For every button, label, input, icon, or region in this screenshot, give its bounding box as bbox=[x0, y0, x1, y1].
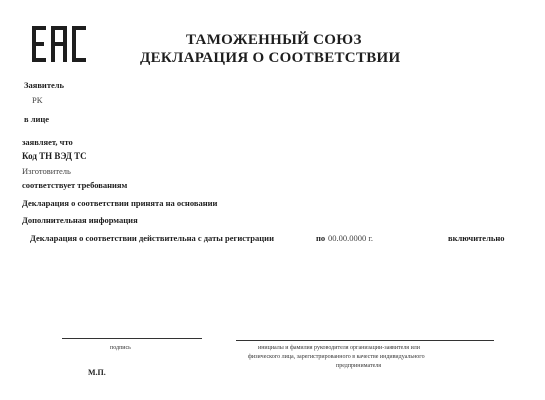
applicant-label: Заявитель bbox=[24, 80, 65, 90]
name-caption-line2: физического лица, зарегистрированного в качестве индивидуального bbox=[248, 354, 425, 360]
name-line bbox=[236, 340, 494, 341]
validity-label: Декларация о соответствии действительна с даты регистрации bbox=[30, 233, 274, 243]
validity-date: 00.00.0000 г. bbox=[328, 233, 374, 243]
validity-to-label: по bbox=[316, 233, 326, 243]
signature-line bbox=[62, 338, 202, 339]
stamp-place-label: М.П. bbox=[88, 368, 106, 377]
manufacturer-label: Изготовитель bbox=[22, 166, 71, 176]
tn-ved-code-label: Код ТН ВЭД ТС bbox=[22, 151, 87, 161]
name-caption-line3: предпринимателя bbox=[336, 363, 381, 369]
name-caption-line1: инициалы и фамилия руководителя организации-заявителя или bbox=[258, 345, 420, 351]
declares-that-label: заявляет, что bbox=[22, 137, 73, 147]
applicant-value: РК bbox=[32, 95, 43, 105]
represented-by-label: в лице bbox=[24, 114, 50, 124]
eac-logo bbox=[30, 24, 88, 64]
validity-inclusive-label: включительно bbox=[448, 233, 505, 243]
document-title-line1: ТАМОЖЕННЫЙ СОЮЗ bbox=[186, 32, 362, 48]
signature-caption: подпись bbox=[110, 345, 131, 351]
document-title-line2: ДЕКЛАРАЦИЯ О СООТВЕТСТВИИ bbox=[140, 50, 401, 66]
additional-info-label: Дополнительная информация bbox=[22, 215, 138, 225]
declaration-basis-label: Декларация о соответствии принята на основании bbox=[22, 198, 218, 208]
complies-with-label: соответствует требованиям bbox=[22, 180, 128, 190]
